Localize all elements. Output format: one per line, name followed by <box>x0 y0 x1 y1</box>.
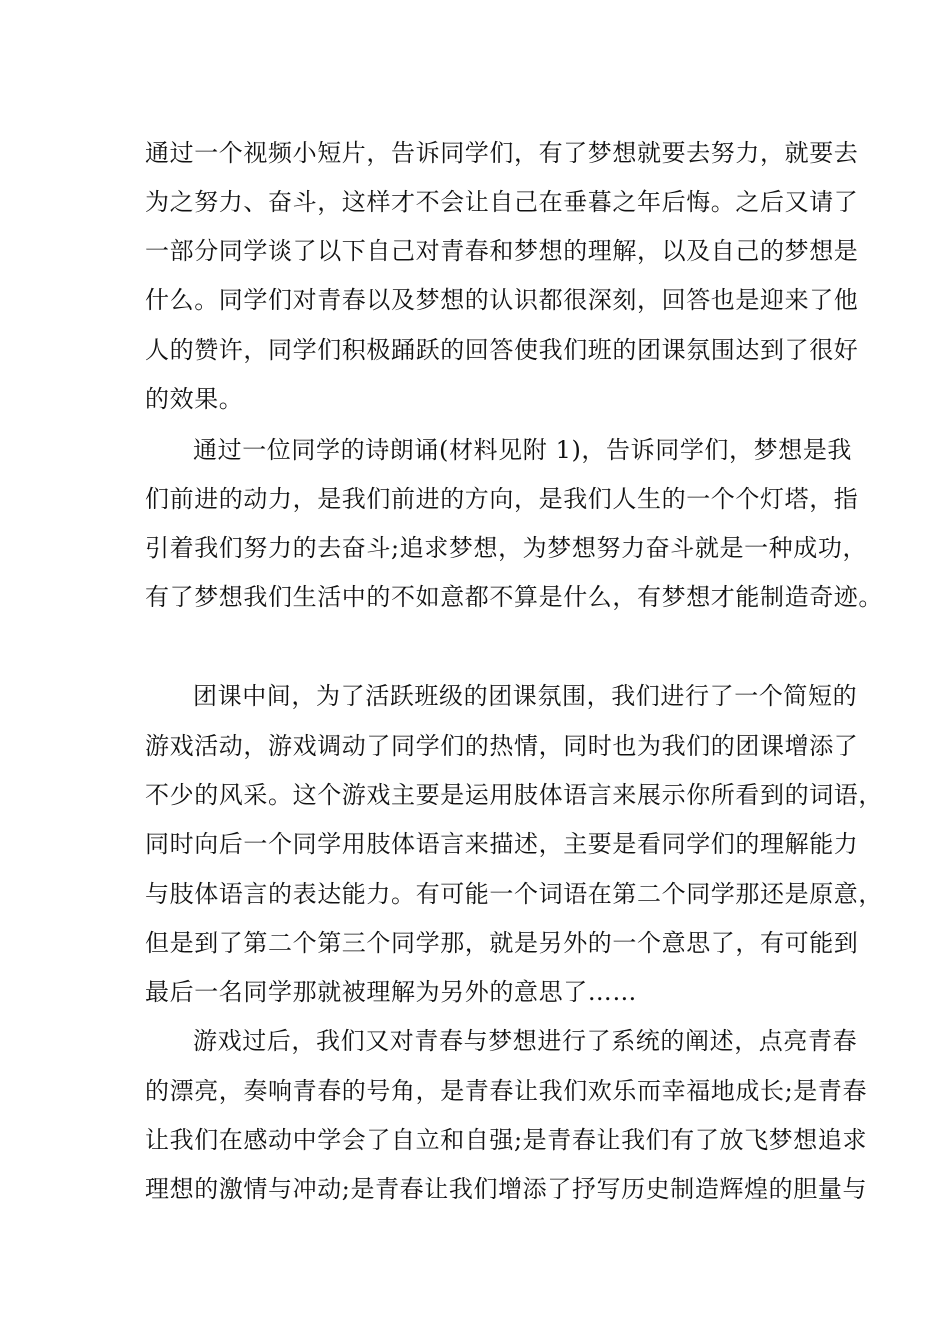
paragraph-3-line-5: 与肢体语言的表达能力。有可能一个词语在第二个同学那还是原意， <box>145 880 883 908</box>
paragraph-4-line-4: 理想的激情与冲动;是青春让我们增添了抒写历史制造辉煌的胆量与 <box>145 1175 868 1203</box>
paragraph-1-line-1: 通过一个视频小短片，告诉同学们，有了梦想就要去努力，就要去 <box>145 139 859 167</box>
paragraph-4-line-3: 让我们在感动中学会了自立和自强;是青春让我们有了放飞梦想追求 <box>145 1126 868 1154</box>
paragraph-3-line-7: 最后一名同学那就被理解为另外的意思了…… <box>145 978 637 1006</box>
paragraph-2-line-3: 引着我们努力的去奋斗;追求梦想，为梦想努力奋斗就是一种成功， <box>145 534 868 562</box>
paragraph-1-line-6: 的效果。 <box>145 385 244 413</box>
paragraph-4-line-2: 的漂亮，奏响青春的号角，是青春让我们欢乐而幸福地成长;是青春 <box>145 1077 868 1105</box>
paragraph-1-line-3: 一部分同学谈了以下自己对青春和梦想的理解，以及自己的梦想是 <box>145 237 859 265</box>
paragraph-3-line-3: 不少的风采。这个游戏主要是运用肢体语言来展示你所看到的词语， <box>145 781 883 809</box>
paragraph-2-line-1: 通过一位同学的诗朗诵(材料见附 1)，告诉同学们，梦想是我 <box>193 436 853 464</box>
paragraph-3-line-1: 团课中间，为了活跃班级的团课氛围，我们进行了一个简短的 <box>193 682 858 710</box>
paragraph-1-line-2: 为之努力、奋斗，这样才不会让自己在垂暮之年后悔。之后又请了 <box>145 188 859 216</box>
paragraph-1-line-5: 人的赞许，同学们积极踊跃的回答使我们班的团课氛围达到了很好 <box>145 336 859 364</box>
paragraph-3-line-2: 游戏活动，游戏调动了同学们的热情，同时也为我们的团课增添了 <box>145 732 859 760</box>
paragraph-2-line-2: 们前进的动力，是我们前进的方向，是我们人生的一个个灯塔，指 <box>145 485 859 513</box>
paragraph-1-line-4: 什么。同学们对青春以及梦想的认识都很深刻，回答也是迎来了他 <box>145 286 859 314</box>
paragraph-3-line-4: 同时向后一个同学用肢体语言来描述，主要是看同学们的理解能力 <box>145 830 859 858</box>
paragraph-2-line-4: 有了梦想我们生活中的不如意都不算是什么，有梦想才能制造奇迹。 <box>145 583 883 611</box>
paragraph-4-line-1: 游戏过后，我们又对青春与梦想进行了系统的阐述，点亮青春 <box>193 1027 858 1055</box>
paragraph-3-line-6: 但是到了第二个第三个同学那，就是另外的一个意思了，有可能到 <box>145 929 859 957</box>
